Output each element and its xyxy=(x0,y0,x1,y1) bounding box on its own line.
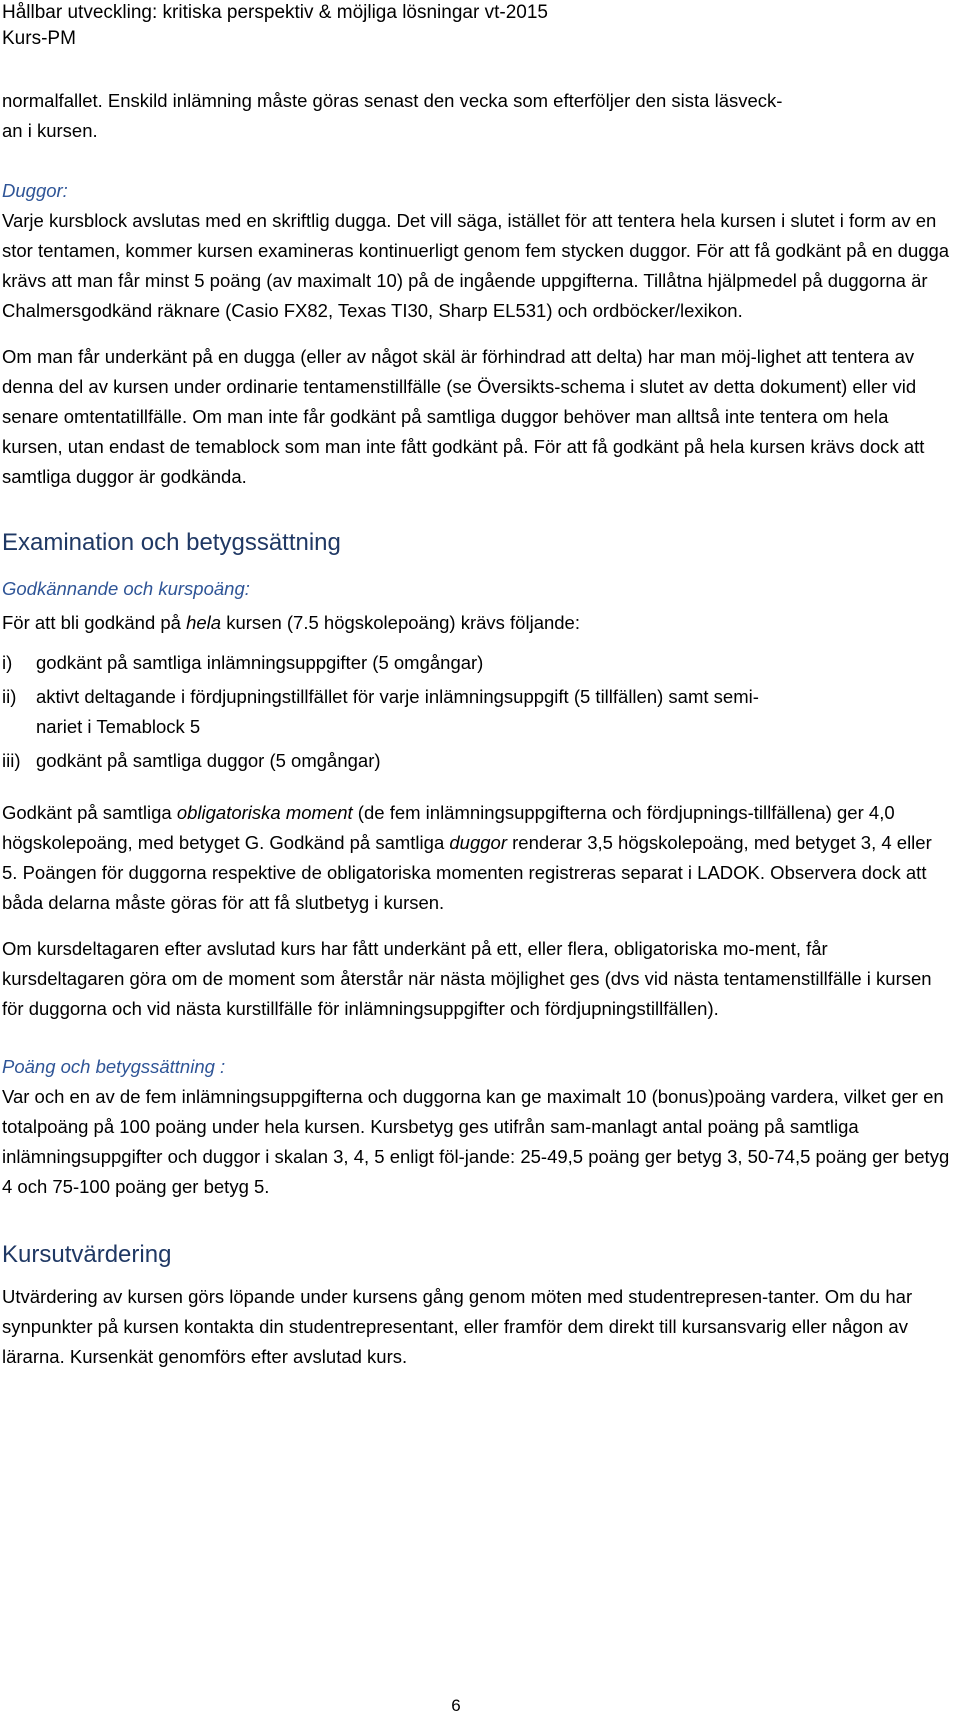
header-doc-type: Kurs-PM xyxy=(2,28,76,49)
examination-intro xyxy=(2,608,950,638)
p2-emphasis-1: obligatoriska moment xyxy=(176,802,353,823)
item-text: godkänt på samtliga duggor (5 omgångar) xyxy=(36,750,381,771)
p2-text-a: Godkänt på samtliga xyxy=(2,802,177,823)
duggor-paragraph-2: Om man får underkänt på en dugga (eller av något skäl är förhindrad att delta) har man möj-lighet att tentera av denna del av kursen under ordinarie tentamenstillfälle (se Översikts-schema i slutet av detta dokument) eller vid senare omtentatillfälle. Om man inte får godkänt på samtliga duggor behöver man alltså inte tentera om hela kursen, utan endast de temablock som man inte fått godkänt på. För att få godkänt på hela kursen krävs dock att samtliga duggor är godkända. xyxy=(2,346,925,487)
intro-emphasis: hela xyxy=(186,612,222,633)
p2-text-b: (de fem inlämningsuppgifterna och fördjupnings-tillfällena) ger 4,0 högskolepoäng, med betyget G. Godkänd på samtliga xyxy=(2,802,895,853)
item-text: godkänt på samtliga inlämningsuppgifter (5 omgångar) xyxy=(36,652,484,673)
continuation-paragraph: normalfallet. Enskild inlämning måste göras senast den vecka som efterföljer den sista läsveck- an i kursen. xyxy=(2,90,783,141)
page-header xyxy=(0,0,960,52)
godkannande-subheading: Godkännande och kurspoäng: xyxy=(2,578,250,599)
requirement-item-1 xyxy=(2,648,950,678)
examination-paragraph-2 xyxy=(2,798,950,918)
page-content xyxy=(2,86,950,1372)
duggor-heading: Duggor: xyxy=(2,180,68,201)
intro-text-a: För att bli godkänd på xyxy=(2,612,187,633)
item-marker: i) xyxy=(2,652,13,673)
p2-emphasis-2: duggor xyxy=(449,832,507,853)
kursutvardering-heading: Kursutvärdering xyxy=(2,1241,172,1268)
kursutvardering-paragraph: Utvärdering av kursen görs löpande under kursens gång genom möten med studentrepresen-tanter. Om du har synpunkter på kursen kontakta din studentrepresentant, eller framför dem direkt till kursansvarig eller någon av lärarna. Kursenkät genomförs efter avslutad kurs. xyxy=(2,1286,913,1367)
header-course-title: Hållbar utveckling: kritiska perspektiv & möjliga lösningar vt-2015 xyxy=(2,2,548,23)
poang-subheading: Poäng och betygssättning : xyxy=(2,1056,226,1077)
item-marker: iii) xyxy=(2,750,21,771)
examination-paragraph-3: Om kursdeltagaren efter avslutad kurs har fått underkänt på ett, eller flera, obligatoriska mo-ment, får kursdeltagaren göra om de moment som återstår när nästa möjlighet ges (dvs vid nästa tentamenstillfälle i kursen för duggorna och vid nästa kurstillfälle för inlämningsuppgifter och fördjupningstillfällen). xyxy=(2,938,932,1019)
intro-text-b: kursen (7.5 högskolepoäng) krävs följande: xyxy=(221,612,580,633)
duggor-paragraph-1: Varje kursblock avslutas med en skriftlig dugga. Det vill säga, istället för att tentera hela kursen i slutet i form av en stor tentamen, kommer kursen examineras kontinuerligt genom fem stycken duggor. För att få godkänt på en dugga krävs att man får minst 5 poäng (av maximalt 10) på de ingående uppgifterna. Tillåtna hjälpmedel på duggorna är Chalmersgodkänd räknare (Casio FX82, Texas TI30, Sharp EL531) och ordböcker/lexikon. xyxy=(2,210,950,321)
page-number: 6 xyxy=(451,1696,461,1715)
requirement-item-2 xyxy=(2,682,950,742)
examination-paragraph-4: Var och en av de fem inlämningsuppgifterna och duggorna kan ge maximalt 10 (bonus)poäng vardera, vilket ger en totalpoäng på 100 poäng under hela kursen. Kursbetyg ges utifrån sam-manlagt antal poäng på samtliga inlämningsuppgifter och duggor i skalan 3, 4, 5 enligt föl-jande: 25-49,5 poäng ger betyg 3, 50-74,5 poäng ger betyg 4 och 75-100 poäng ger betyg 5. xyxy=(2,1086,950,1197)
item-marker: ii) xyxy=(2,686,17,707)
p2-text-c: renderar 3,5 högskolepoäng, med betyget 3, 4 eller 5. Poängen för duggorna respektive de obligatoriska momenten registreras separat i LADOK. Observera dock att båda delarna måste göras för att få slutbetyg i kursen. xyxy=(2,832,932,913)
item-text-continued: nariet i Temablock 5 xyxy=(36,716,201,737)
requirement-item-3 xyxy=(2,746,950,776)
item-text: aktivt deltagande i fördjupningstillfället för varje inlämningsuppgift (5 tillfällen) samt semi- xyxy=(36,686,759,707)
examination-heading: Examination och betygssättning xyxy=(2,529,341,556)
